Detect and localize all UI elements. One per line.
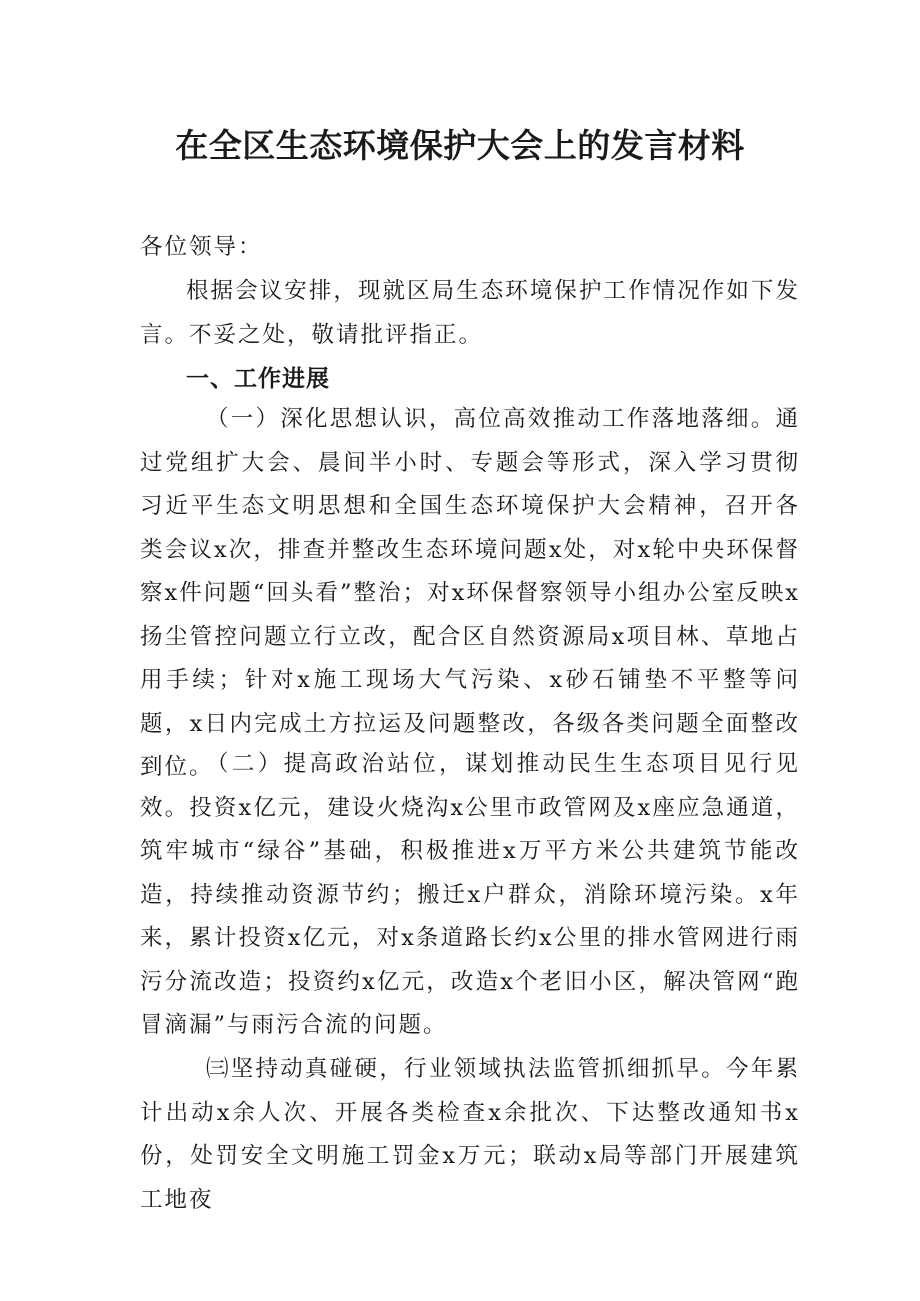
paragraph-3: ㈢坚持动真碰硬，行业领域执法监管抓细抓早。今年累计出动x余人次、开展各类检查x余批次、下达整改通知书x份，处罚安全文明施工罚金x万元；联动x局等部门开展建筑工地夜 bbox=[140, 1056, 800, 1213]
document-title: 在全区生态环境保护大会上的发言材料 bbox=[175, 126, 745, 165]
salutation: 各位领导： bbox=[140, 234, 263, 260]
paragraph-1: （一）深化思想认识，高位高效推动工作落地落细。通过党组扩大会、晨间半小时、专题会等形式，深入学习贯彻习近平生态文明思想和全国生态环境保护大会精神，召开各类会议x次，排查并整改生态环境问题x处，对x轮中央环保督察x件问题“回头看”整治；对x环保督察领导小组办公室反映x扬尘管控问题立行立改，配合区自然资源局x项目林、草地占用手续；针对x施工现场大气污染、x砂石铺垫不平整等问题，x日内完成土方拉运及问题整改，各级各类问题全面整改到位。 bbox=[140, 406, 800, 780]
section-heading: 一、工作进展 bbox=[186, 366, 330, 392]
paragraph-2: （二）提高政治站位，谋划推动民生生态项目见行见效。投资x亿元，建设火烧沟x公里市政管网及x座应急通道，筑牢城市“绿谷”基础，积极推进x万平方米公共建筑节能改造，持续推动资源节约；搬迁x户群众，消除环境污染。x年来，累计投资x亿元，对x条道路长约x公里的排水管网进行雨污分流改造；投资约x亿元，改造x个老旧小区，解决管网“跑冒滴漏”与雨污合流的问题。 bbox=[140, 751, 800, 1038]
intro-paragraph: 根据会议安排，现就区局生态环境保护工作情况作如下发言。不妥之处，敬请批评指正。 bbox=[140, 278, 800, 348]
